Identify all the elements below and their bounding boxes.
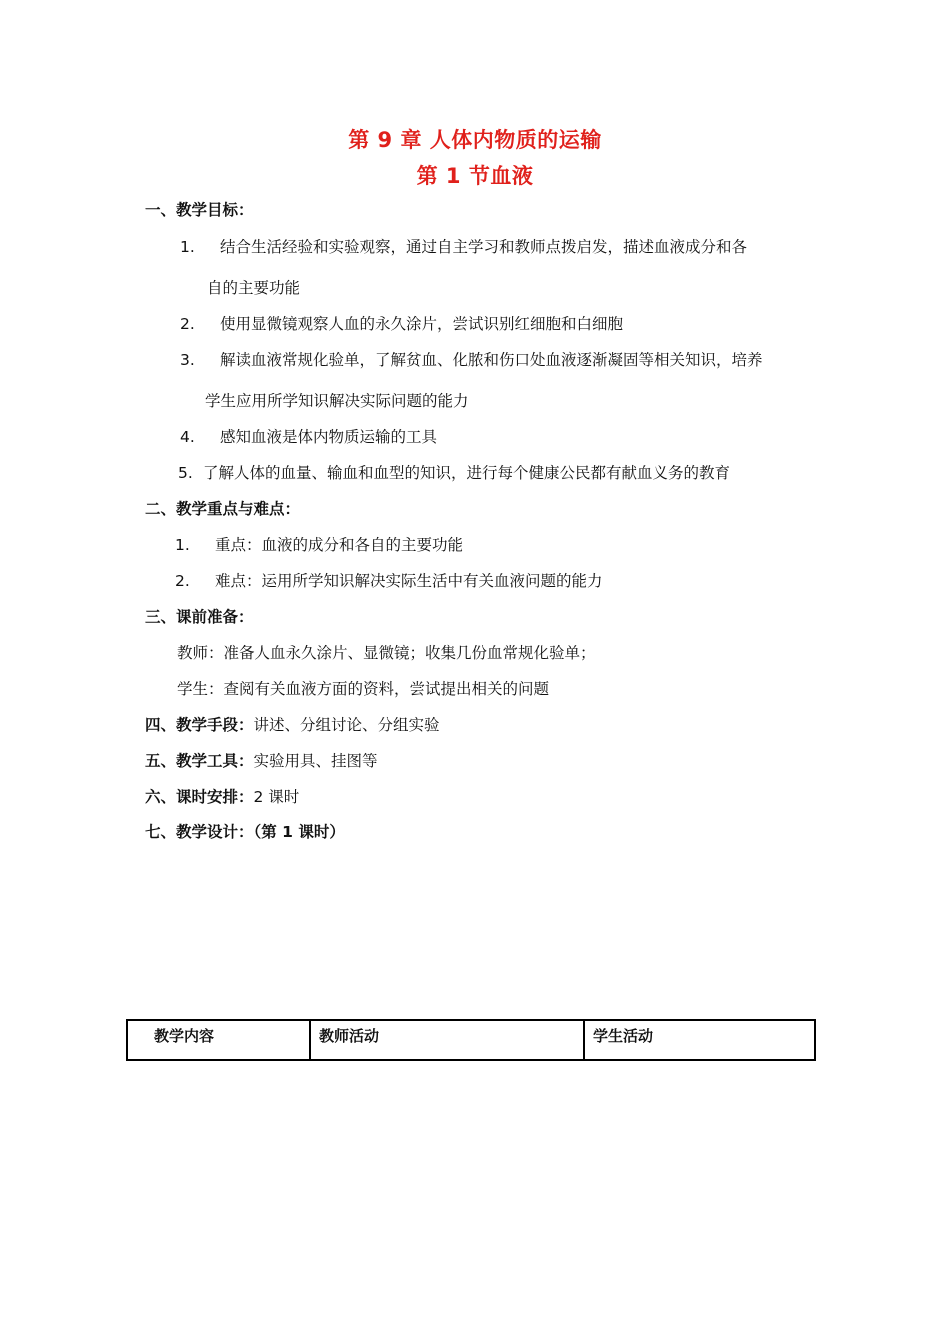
objective-number: 1. [180, 238, 195, 256]
objective-number: 3. [180, 351, 195, 369]
chapter-title: 第 9 章 人体内物质的运输 [348, 128, 602, 152]
objective-1-continued: 自的主要功能 [207, 279, 301, 297]
teaching-tools [145, 750, 378, 772]
objective-text: 感知血液是体内物质运输的工具 [220, 428, 438, 446]
objective-3-continued: 学生应用所学知识解决实际问题的能力 [205, 392, 469, 410]
table-header-row [127, 1020, 815, 1060]
key-point-text: 重点：血液的成分和各自的主要功能 [215, 536, 464, 554]
header-student-activity: 学生活动 [584, 1020, 815, 1060]
teaching-tools-value: 实验用具、挂图等 [253, 752, 378, 770]
teaching-design-value: （第 1 课时） [253, 823, 345, 841]
key-point-1 [175, 534, 463, 556]
heading-preparation: 三、课前准备： [145, 608, 254, 626]
objective-text: 解读血液常规化验单，了解贫血、化脓和伤口处血液逐渐凝固等相关知识，培养 [220, 351, 763, 369]
objective-5 [178, 462, 730, 484]
prep-student: 学生：查阅有关血液方面的资料，尝试提出相关的问题 [177, 680, 550, 698]
teaching-methods-label: 四、教学手段： [145, 716, 254, 734]
key-point-number: 1. [175, 536, 190, 554]
heading-objectives: 一、教学目标： [145, 201, 254, 219]
class-schedule [145, 786, 299, 808]
teaching-design-label: 七、教学设计： [145, 823, 254, 841]
prep-teacher: 教师：准备人血永久涂片、显微镜；收集几份血常规化验单； [177, 644, 596, 662]
class-schedule-label: 六、课时安排： [145, 788, 254, 806]
objective-1 [180, 236, 747, 258]
objective-3 [180, 349, 763, 371]
key-point-text: 难点：运用所学知识解决实际生活中有关血液问题的能力 [215, 572, 603, 590]
teaching-design [145, 821, 345, 843]
key-point-number: 2. [175, 572, 190, 590]
objective-2 [180, 313, 623, 335]
teaching-methods [145, 714, 440, 736]
objective-number: 5. [178, 464, 193, 482]
objective-text: 使用显微镜观察人血的永久涂片，尝试识别红细胞和白细胞 [220, 315, 624, 333]
heading-key-points: 二、教学重点与难点： [145, 500, 301, 518]
key-point-2 [175, 570, 603, 592]
objective-number: 2. [180, 315, 195, 333]
objective-text: 结合生活经验和实验观察，通过自主学习和教师点拨启发，描述血液成分和各 [220, 238, 748, 256]
header-teacher-activity: 教师活动 [310, 1020, 584, 1060]
teaching-tools-label: 五、教学工具： [145, 752, 254, 770]
class-schedule-value: 2 课时 [253, 788, 300, 806]
section-title: 第 1 节血液 [416, 164, 534, 188]
objective-text: 了解人体的血量、输血和血型的知识，进行每个健康公民都有献血义务的教育 [203, 464, 731, 482]
objective-4 [180, 426, 437, 448]
design-table [126, 1019, 816, 1061]
teaching-methods-value: 讲述、分组讨论、分组实验 [253, 716, 440, 734]
header-teaching-content: 教学内容 [127, 1020, 310, 1060]
objective-number: 4. [180, 428, 195, 446]
